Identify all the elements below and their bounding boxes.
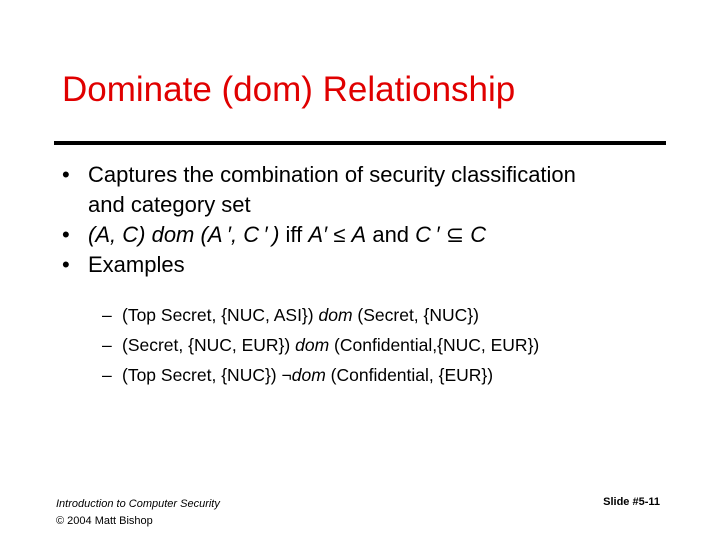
example-item-2: – (Secret, {NUC, EUR}) dom (Confidential,{NUC, EUR}) (102, 330, 539, 360)
example-item-3: – (Top Secret, {NUC}) ¬dom (Confidential, {EUR}) (102, 360, 539, 390)
footer-course-info (56, 496, 220, 530)
dash-icon: – (102, 365, 112, 385)
bullet-item-1 (62, 160, 672, 220)
bullet-2-formula: (A, C) dom (A ′, C ′ ) iff A′ ≤ A and C ′ ⊆ C (88, 222, 487, 247)
footer-course-title: Introduction to Computer Security (56, 498, 220, 510)
bullet-item-2 (62, 220, 672, 250)
slide-number: Slide #5-11 (603, 496, 660, 508)
bullet-item-3 (62, 250, 672, 280)
examples-list (102, 300, 539, 390)
bullet-list (62, 160, 672, 280)
bullet-icon: • (62, 162, 70, 187)
bullet-1-line-2: and category set (88, 192, 251, 217)
bullet-icon: • (62, 222, 70, 247)
bullet-3-text: Examples (88, 252, 185, 277)
slide-title: Dominate (dom) Relationship (62, 70, 516, 109)
bullet-icon: • (62, 252, 70, 277)
footer-copyright: © 2004 Matt Bishop (56, 515, 153, 527)
dash-icon: – (102, 305, 112, 325)
bullet-1-line-1: Captures the combination of security classification (88, 162, 576, 187)
title-divider (54, 141, 666, 145)
dash-icon: – (102, 335, 112, 355)
example-item-1: – (Top Secret, {NUC, ASI}) dom (Secret, {NUC}) (102, 300, 539, 330)
